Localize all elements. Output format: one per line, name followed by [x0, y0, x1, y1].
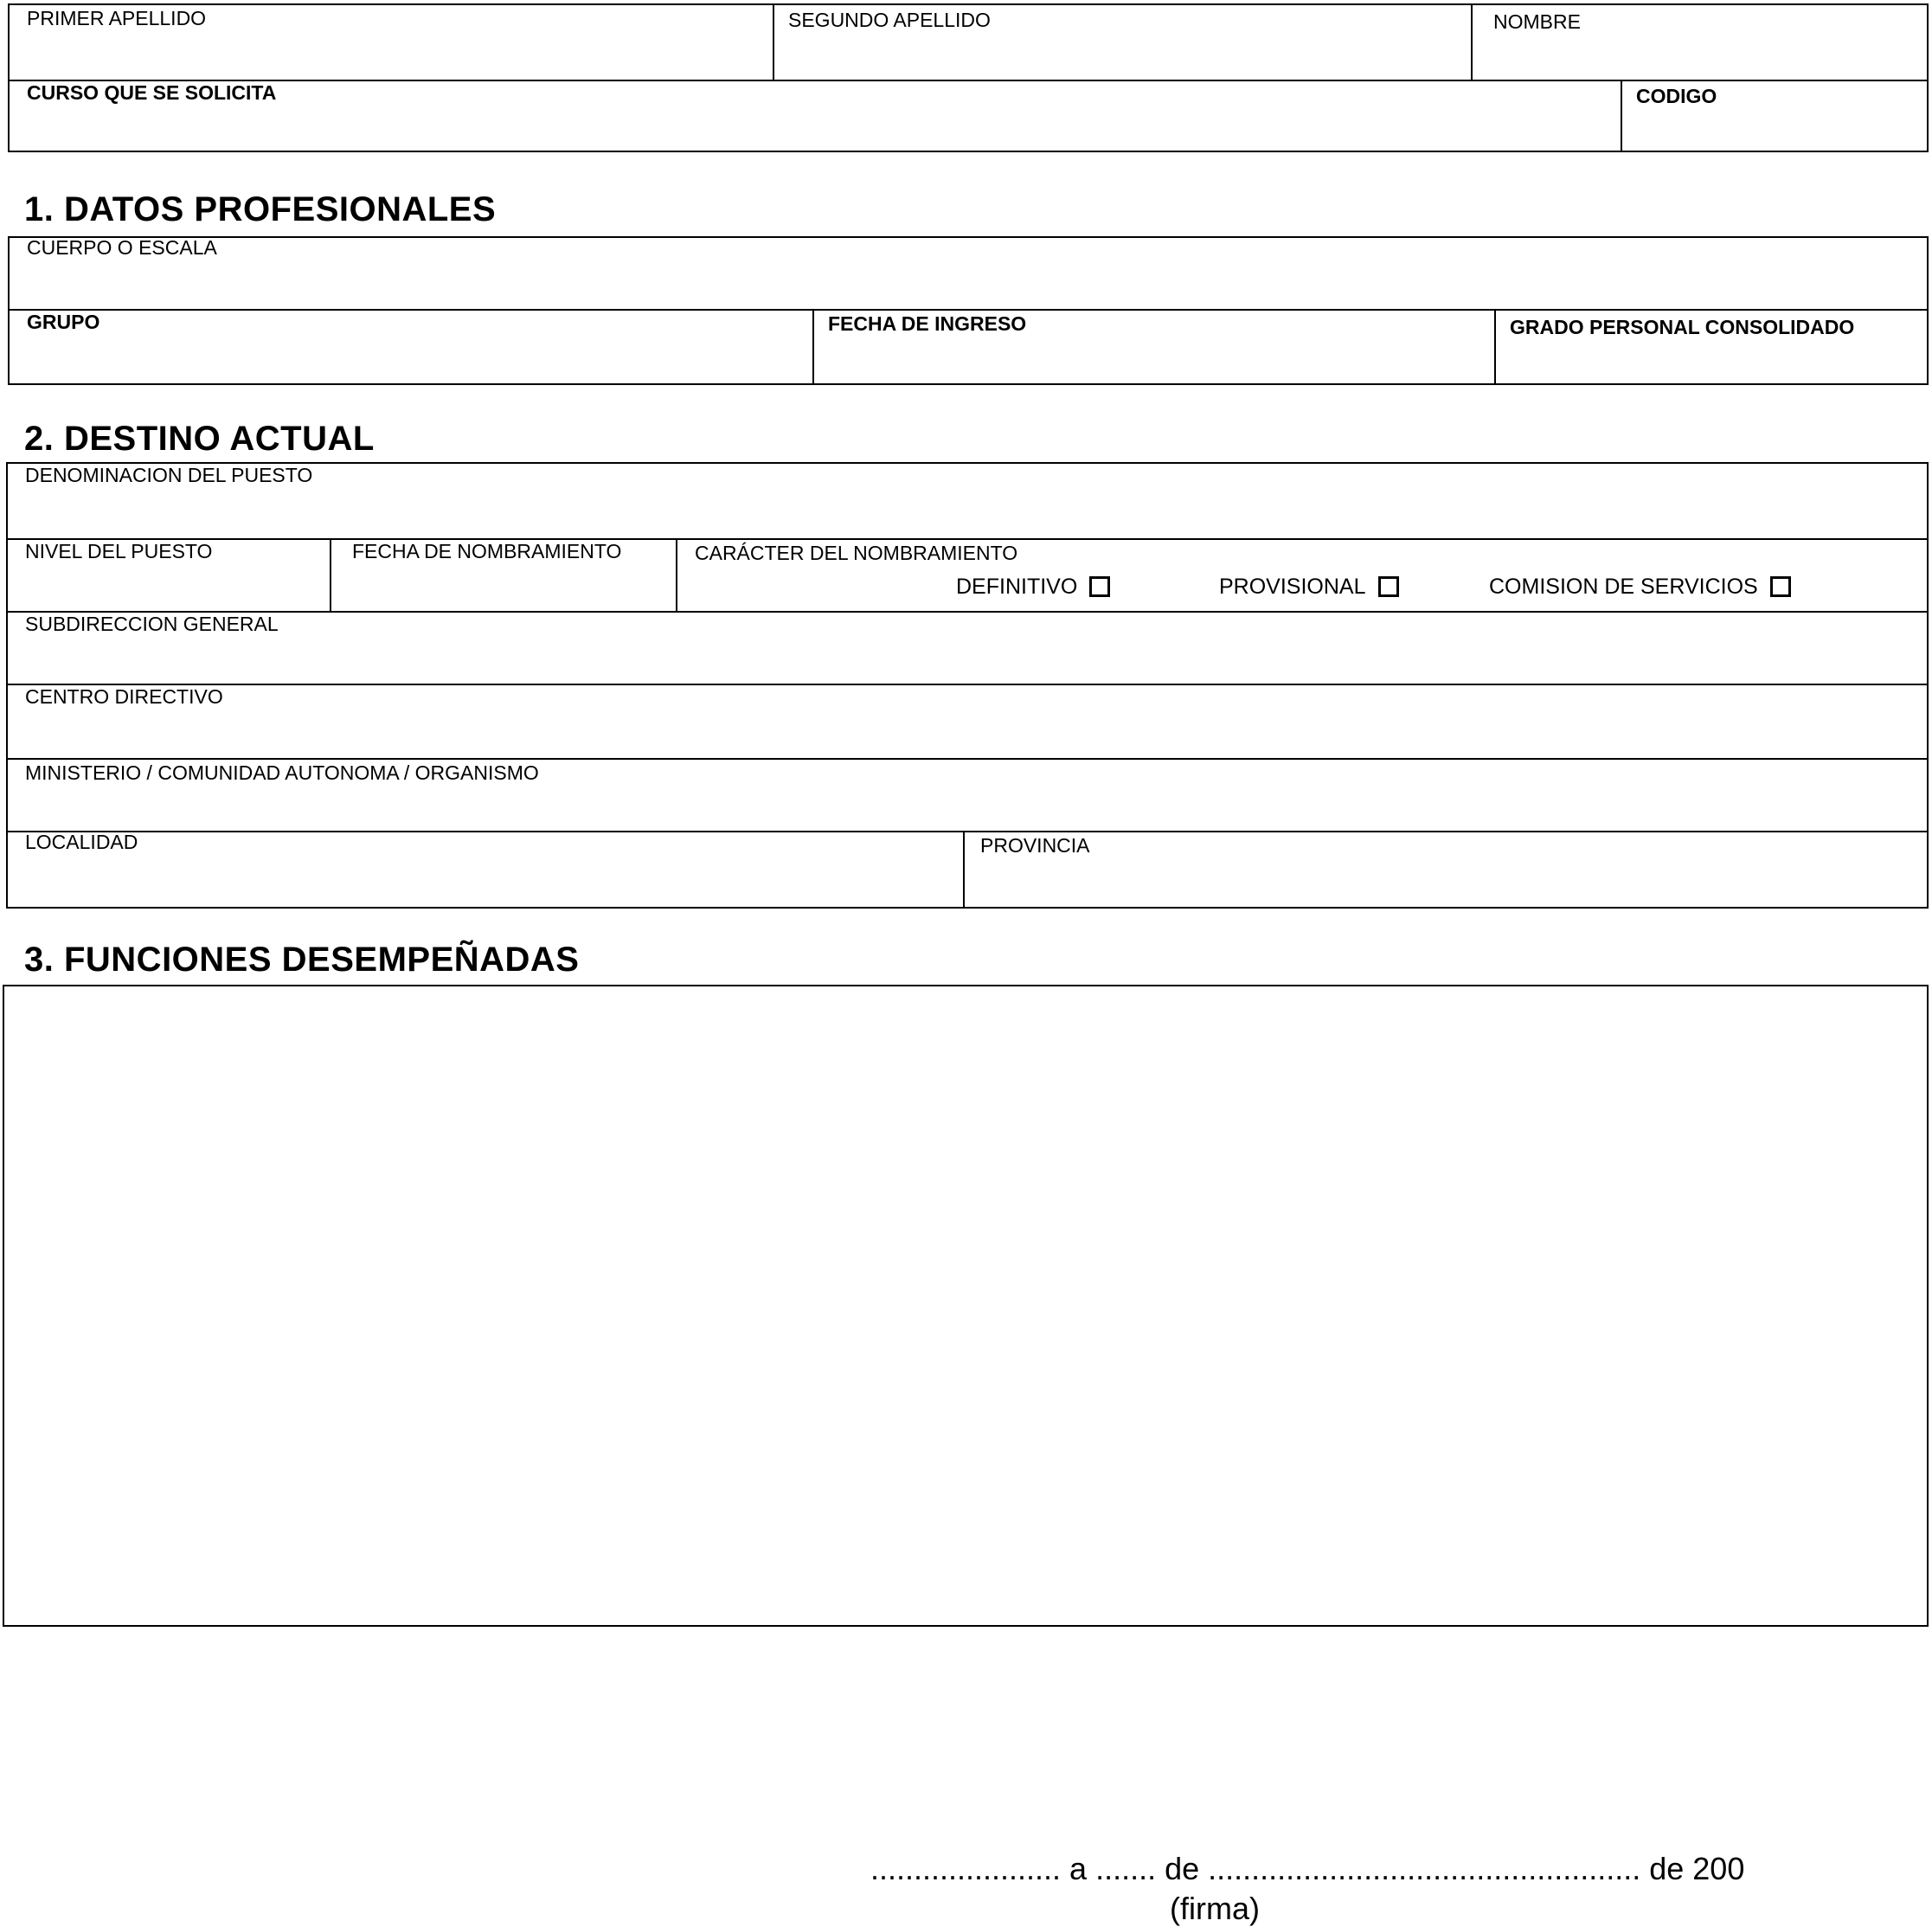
- destino-actual-block: [6, 462, 1929, 909]
- segundo-apellido-field[interactable]: [774, 5, 1471, 80]
- nivel-puesto-field[interactable]: [8, 540, 330, 611]
- option-definitivo-label: DEFINITIVO: [956, 575, 1078, 599]
- primer-apellido-label: PRIMER APELLIDO: [27, 7, 207, 29]
- option-definitivo[interactable]: [956, 575, 1110, 599]
- section3-title: 3. FUNCIONES DESEMPEÑADAS: [24, 941, 580, 979]
- section2-title: 2. DESTINO ACTUAL: [24, 420, 375, 458]
- denominacion-field[interactable]: [8, 464, 1927, 538]
- cuerpo-escala-label: CUERPO O ESCALA: [27, 236, 217, 259]
- nombre-label: NOMBRE: [1493, 10, 1581, 33]
- fecha-nombramiento-field[interactable]: [331, 540, 676, 611]
- section1-title: 1. DATOS PROFESIONALES: [24, 190, 497, 228]
- fecha-nombramiento-label: FECHA DE NOMBRAMIENTO: [352, 540, 622, 562]
- funciones-desempenadas-area[interactable]: [3, 985, 1929, 1627]
- subdireccion-field[interactable]: [8, 613, 1927, 684]
- ministerio-label: MINISTERIO / COMUNIDAD AUTONOMA / ORGANISMO: [25, 761, 539, 784]
- option-provisional[interactable]: [1219, 575, 1399, 599]
- cuerpo-escala-field[interactable]: [10, 238, 1927, 309]
- provincia-label: PROVINCIA: [980, 834, 1090, 857]
- centro-directivo-label: CENTRO DIRECTIVO: [25, 685, 223, 708]
- firma-label: (firma): [1170, 1891, 1260, 1926]
- header-block: [8, 3, 1929, 152]
- fecha-ingreso-field[interactable]: [814, 311, 1494, 383]
- date-line: ...................... a ....... de .................................................. de 200: [870, 1851, 1745, 1886]
- grupo-field[interactable]: [10, 311, 812, 383]
- denominacion-label: DENOMINACION DEL PUESTO: [25, 464, 313, 486]
- fecha-ingreso-label: FECHA DE INGRESO: [828, 312, 1027, 335]
- localidad-field[interactable]: [8, 832, 963, 907]
- curso-label: CURSO QUE SE SOLICITA: [27, 81, 277, 104]
- datos-profesionales-block: [8, 236, 1929, 385]
- grado-personal-label: GRADO PERSONAL CONSOLIDADO: [1510, 316, 1855, 338]
- option-comision-label: COMISION DE SERVICIOS: [1489, 575, 1758, 599]
- codigo-label: CODIGO: [1636, 85, 1717, 107]
- nombre-field[interactable]: [1473, 5, 1927, 80]
- primer-apellido-field[interactable]: [10, 5, 773, 80]
- option-provisional-label: PROVISIONAL: [1219, 575, 1366, 599]
- segundo-apellido-label: SEGUNDO APELLIDO: [788, 9, 991, 31]
- option-comision[interactable]: [1489, 575, 1791, 599]
- codigo-field[interactable]: [1622, 81, 1927, 151]
- definitivo-checkbox[interactable]: [1089, 576, 1110, 597]
- ministerio-field[interactable]: [8, 760, 1927, 831]
- caracter-nombramiento-label: CARÁCTER DEL NOMBRAMIENTO: [695, 542, 1018, 564]
- grado-personal-field[interactable]: [1496, 311, 1927, 383]
- nivel-puesto-label: NIVEL DEL PUESTO: [25, 540, 213, 562]
- centro-directivo-field[interactable]: [8, 685, 1927, 758]
- localidad-label: LOCALIDAD: [25, 831, 138, 853]
- grupo-label: GRUPO: [27, 311, 100, 333]
- curso-field[interactable]: [10, 81, 1621, 151]
- provincia-field[interactable]: [965, 832, 1927, 907]
- subdireccion-label: SUBDIRECCION GENERAL: [25, 613, 279, 635]
- comision-checkbox[interactable]: [1770, 576, 1791, 597]
- provisional-checkbox[interactable]: [1378, 576, 1399, 597]
